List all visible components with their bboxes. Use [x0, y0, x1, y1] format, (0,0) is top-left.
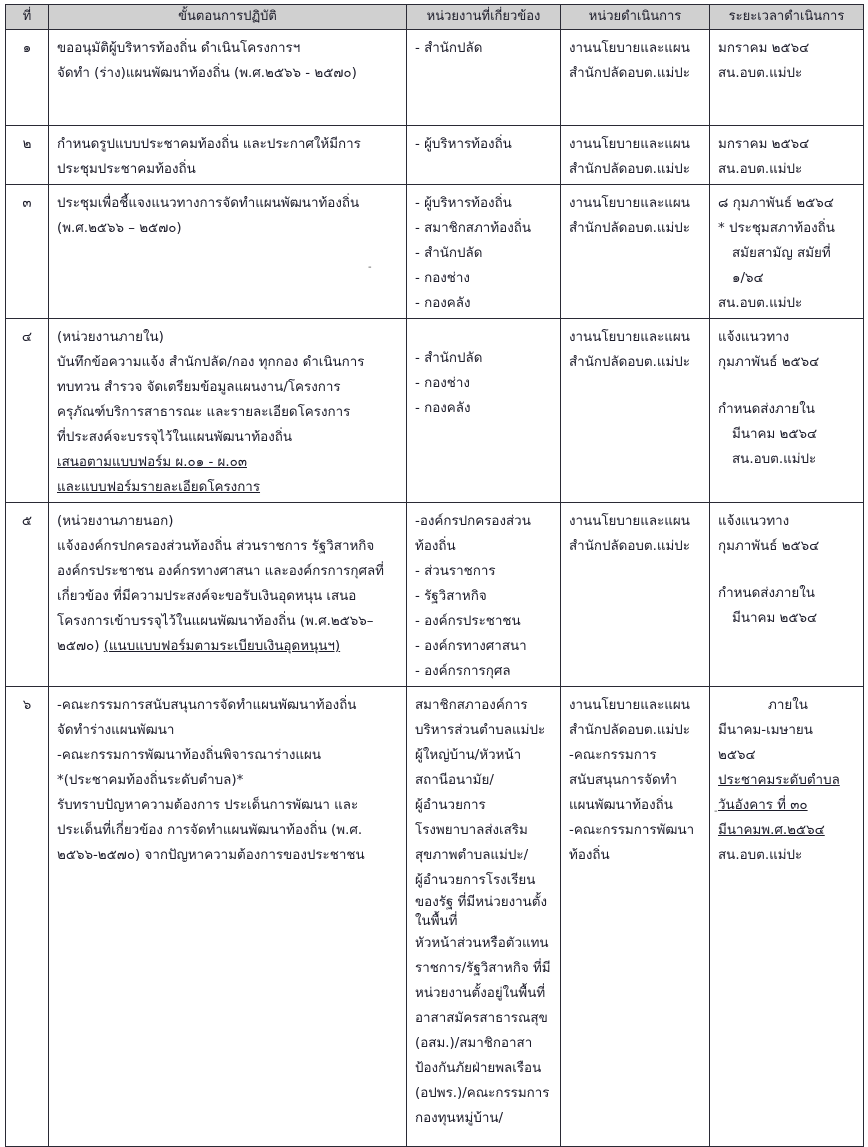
- operator-line: -คณะกรรมการ: [569, 748, 657, 763]
- agency-line: - กองช่าง: [415, 271, 470, 286]
- steps-cell: [49, 185, 407, 319]
- step-line: ขออนุมัติผู้บริหารท้องถิ่น ดำเนินโครงการฯ: [57, 41, 301, 56]
- periods-cell: [710, 185, 864, 319]
- agency-line: - องค์กรประชาชน: [415, 614, 521, 629]
- table-header-row: [6, 5, 864, 30]
- periods-cell: [710, 503, 864, 687]
- operator-line: งานนโยบายและแผน: [569, 330, 690, 345]
- operator-line: สำนักปลัดอบต.แม่ปะ: [569, 221, 690, 236]
- operators-cell: [561, 687, 710, 1147]
- step-line: โครงการเข้าบรรจุไว้ในแผนพัฒนาท้องถิ่น (พ.ศ.๒๕๖๖–: [57, 614, 374, 629]
- period-line: สน.อบต.แม่ปะ: [732, 452, 817, 467]
- agency-line: - รัฐวิสาหกิจ: [415, 589, 487, 604]
- operator-line: สำนักปลัดอบต.แม่ปะ: [569, 162, 690, 177]
- operator-line: งานนโยบายและแผน: [569, 196, 690, 211]
- period-line-underlined: วันอังคาร ที่ ๓๐: [718, 798, 808, 813]
- operator-line: งานนโยบายและแผน: [569, 137, 690, 152]
- period-line: ๑/๖๔: [732, 271, 764, 286]
- row-number: ๔: [6, 319, 49, 503]
- agency-line: - สำนักปลัด: [415, 351, 483, 366]
- header-agencies: หน่วยงานที่เกี่ยวข้อง: [407, 5, 561, 30]
- agency-line: หัวหน้าส่วนหรือตัวแทน: [415, 936, 549, 951]
- step-line: -คณะกรรมการพัฒนาท้องถิ่นพิจารณาร่างแผน: [57, 748, 322, 763]
- step-line: (พ.ศ.๒๕๖๖ – ๒๕๗๐): [57, 221, 182, 236]
- period-line-underlined: มีนาคมพ.ศ.๒๕๖๔: [718, 823, 825, 838]
- period-line: มกราคม ๒๕๖๔: [718, 41, 810, 56]
- step-line: จัดทำร่างแผนพัฒนา: [57, 723, 175, 738]
- period-line: สมัยสามัญ สมัยที่: [732, 246, 831, 261]
- period-line: มกราคม ๒๕๖๔: [718, 137, 810, 152]
- period-line: * ประชุมสภาท้องถิ่น: [718, 221, 835, 236]
- steps-cell: [49, 319, 407, 503]
- step-line-underlined: และแบบฟอร์มรายละเอียดโครงการ: [57, 480, 261, 495]
- agency-line: บริหารส่วนตำบลแม่ปะ: [415, 723, 546, 738]
- stray-mark: -: [368, 262, 372, 273]
- agency-line: (อปพร.)/คณะกรรมการ: [415, 1086, 550, 1101]
- step-text: ๒๕๗๐): [57, 639, 100, 654]
- period-line: แจ้งแนวทาง: [718, 514, 790, 529]
- row-number: ๖: [6, 687, 49, 1147]
- agency-line: อาสาสมัครสาธารณสุข: [415, 1011, 548, 1026]
- step-line: -คณะกรรมการสนับสนุนการจัดทำแผนพัฒนาท้องถิ่น: [57, 698, 357, 713]
- period-line: สน.อบต.แม่ปะ: [718, 66, 803, 81]
- operator-line: ท้องถิ่น: [569, 848, 610, 863]
- operators-cell: [561, 30, 710, 126]
- operator-line: -คณะกรรมการพัฒนา: [569, 823, 695, 838]
- period-line: กำหนดส่งภายใน: [718, 586, 815, 601]
- step-line: ประชุมเพื่อชี้แจงแนวทางการจัดทำแผนพัฒนาท้องถิ่น: [57, 196, 360, 211]
- step-line: จัดทำ (ร่าง)แผนพัฒนาท้องถิ่น (พ.ศ.๒๕๖๖ - ๒๕๗๐): [57, 66, 357, 81]
- operator-line: สำนักปลัดอบต.แม่ปะ: [569, 723, 690, 738]
- step-line: ๒๕๖๖-๒๕๗๐) จากปัญหาความต้องการของประชาชน: [57, 848, 365, 863]
- period-line: กุมภาพันธ์ ๒๕๖๔: [718, 355, 820, 370]
- periods-cell: [710, 126, 864, 185]
- table-row: [6, 503, 864, 687]
- row-number: ๒: [6, 126, 49, 185]
- steps-cell: [49, 687, 407, 1147]
- row-number: ๑: [6, 30, 49, 126]
- agency-line: - องค์กรการกุศล: [415, 664, 511, 679]
- step-line: ที่ประสงค์จะบรรจุไว้ในแผนพัฒนาท้องถิ่น: [57, 430, 292, 445]
- row-number: ๕: [6, 503, 49, 687]
- step-line: ครุภัณฑ์บริการสาธารณะ และรายละเอียดโครงการ: [57, 405, 351, 420]
- agency-line: - สำนักปลัด: [415, 41, 483, 56]
- agency-line: - สมาชิกสภาท้องถิ่น: [415, 221, 531, 236]
- table-row: [6, 319, 864, 503]
- agencies-cell: [407, 30, 561, 126]
- step-line: (หน่วยงานภายใน): [57, 330, 164, 345]
- agency-line: สุขภาพตำบลแม่ปะ/: [415, 848, 529, 863]
- agencies-cell: [407, 687, 561, 1147]
- steps-cell: [49, 503, 407, 687]
- step-line: ประชุมประชาคมท้องถิ่น: [57, 162, 196, 177]
- agencies-cell: [407, 126, 561, 185]
- header-steps: ขั้นตอนการปฏิบัติ: [49, 5, 407, 30]
- header-periods: ระยะเวลาดำเนินการ: [710, 5, 864, 30]
- table-row: [6, 687, 864, 1147]
- agency-line: ผู้ใหญ่บ้าน/หัวหน้า: [415, 748, 522, 763]
- table-row: [6, 185, 864, 319]
- operators-cell: [561, 503, 710, 687]
- header-operators: หน่วยดำเนินการ: [561, 5, 710, 30]
- document-sheet: [5, 4, 863, 1147]
- table-row: [6, 30, 864, 126]
- step-line: รับทราบปัญหาความต้องการ ประเด็นการพัฒนา และ: [57, 798, 359, 813]
- agency-line: ผู้อำนวยการโรงเรียน: [415, 873, 536, 888]
- procedure-table: [5, 4, 864, 1147]
- operator-line: สำนักปลัดอบต.แม่ปะ: [569, 66, 690, 81]
- period-line: กุมภาพันธ์ ๒๕๖๔: [718, 539, 820, 554]
- operators-cell: [561, 185, 710, 319]
- agency-line: ท้องถิ่น: [415, 539, 456, 554]
- agency-line: - กองคลัง: [415, 401, 471, 416]
- operator-line: งานนโยบายและแผน: [569, 698, 690, 713]
- step-line: ประเด็นที่เกี่ยวข้อง การจัดทำแผนพัฒนาท้องถิ่น (พ.ศ.: [57, 823, 363, 838]
- steps-cell: [49, 30, 407, 126]
- agency-line: ราชการ/รัฐวิสาหกิจ ที่มี: [415, 961, 551, 976]
- agency-line: ผู้อำนวยการ: [415, 798, 486, 813]
- step-line: (หน่วยงานภายนอก): [57, 514, 174, 529]
- agency-line: หน่วยงานตั้งอยู่ในพื้นที่: [415, 986, 546, 1001]
- agency-line: - กองคลัง: [415, 296, 471, 311]
- agency-line: โรงพยาบาลส่งเสริม: [415, 823, 528, 838]
- step-line: เกี่ยวข้อง ที่มีความประสงค์จะขอรับเงินอุดหนุน เสนอ: [57, 589, 357, 604]
- periods-cell: [710, 30, 864, 126]
- operator-line: สำนักปลัดอบต.แม่ปะ: [569, 355, 690, 370]
- step-line: กำหนดรูปแบบประชาคมท้องถิ่น และประกาศให้มีการ: [57, 137, 361, 152]
- operators-cell: [561, 319, 710, 503]
- step-line: [57, 634, 401, 659]
- agencies-cell: [407, 319, 561, 503]
- period-line: แจ้งแนวทาง: [718, 330, 790, 345]
- agencies-cell: [407, 503, 561, 687]
- period-line: กำหนดส่งภายใน: [718, 402, 815, 417]
- step-line-underlined: เสนอตามแบบฟอร์ม ผ.๐๑ - ผ.๐๓: [57, 455, 247, 470]
- stray-mark: -: [714, 806, 718, 817]
- header-no: ที่: [6, 5, 49, 30]
- operator-line: งานนโยบายและแผน: [569, 41, 690, 56]
- table-row: [6, 126, 864, 185]
- step-line: ทบทวน สำรวจ จัดเตรียมข้อมูลแผนงาน/โครงการ: [57, 380, 341, 395]
- agency-line: สมาชิกสภาองค์การ: [415, 698, 528, 713]
- periods-cell: [710, 319, 864, 503]
- step-line: บันทึกข้อความแจ้ง สำนักปลัด/กอง ทุกกอง ดำเนินการ: [57, 355, 365, 370]
- step-line: *(ประชาคมท้องถิ่นระดับตำบล)*: [57, 773, 244, 788]
- agency-line: - กองช่าง: [415, 376, 470, 391]
- period-line: สน.อบต.แม่ปะ: [718, 848, 803, 863]
- period-line: มีนาคม-เมษายน: [718, 723, 813, 738]
- step-line: แจ้งองค์กรปกครองส่วนท้องถิ่น ส่วนราชการ รัฐวิสาหกิจ: [57, 539, 375, 554]
- agency-line: - ผู้บริหารท้องถิ่น: [415, 196, 512, 211]
- period-line-underlined: ประชาคมระดับตำบล: [718, 773, 840, 788]
- period-line: ภายใน: [768, 698, 808, 713]
- agency-line: กองทุนหมู่บ้าน/: [415, 1111, 504, 1126]
- operator-line: สำนักปลัดอบต.แม่ปะ: [569, 539, 690, 554]
- agency-line: สถานีอนามัย/: [415, 773, 494, 788]
- period-line: สน.อบต.แม่ปะ: [718, 162, 803, 177]
- agency-line: -องค์กรปกครองส่วน: [415, 514, 531, 529]
- operator-line: งานนโยบายและแผน: [569, 514, 690, 529]
- period-line: มีนาคม ๒๕๖๔: [732, 611, 818, 626]
- step-text-underlined: (แนบแบบฟอร์มตามระเบียบเงินอุดหนุนฯ): [103, 639, 341, 654]
- step-line: องค์กรประชาชน องค์กรทางศาสนา และองค์กรการกุศลที่: [57, 564, 384, 579]
- agency-line: - ส่วนราชการ: [415, 564, 496, 579]
- agency-line: - ผู้บริหารท้องถิ่น: [415, 137, 512, 152]
- steps-cell: [49, 126, 407, 185]
- agency-line: - สำนักปลัด: [415, 246, 483, 261]
- row-number: ๓: [6, 185, 49, 319]
- agency-line: - องค์กรทางศาสนา: [415, 639, 527, 654]
- agency-line: (อสม.)/สมาชิกอาสา: [415, 1036, 533, 1051]
- operator-line: แผนพัฒนาท้องถิ่น: [569, 798, 673, 813]
- agency-line: ป้องกันภัยฝ่ายพลเรือน: [415, 1061, 542, 1076]
- period-line: สน.อบต.แม่ปะ: [718, 296, 803, 311]
- operators-cell: [561, 126, 710, 185]
- agencies-cell: [407, 185, 561, 319]
- operator-line: สนับสนุนการจัดทำ: [569, 773, 678, 788]
- period-line: มีนาคม ๒๕๖๔: [732, 427, 818, 442]
- periods-cell: [710, 687, 864, 1147]
- agency-line: ในพื้นที่: [415, 914, 458, 929]
- agency-line: ของรัฐ ที่มีหน่วยงานตั้ง: [415, 895, 548, 910]
- period-line: ๒๕๖๔: [718, 748, 756, 763]
- period-line: ๘ กุมภาพันธ์ ๒๕๖๔: [718, 196, 834, 211]
